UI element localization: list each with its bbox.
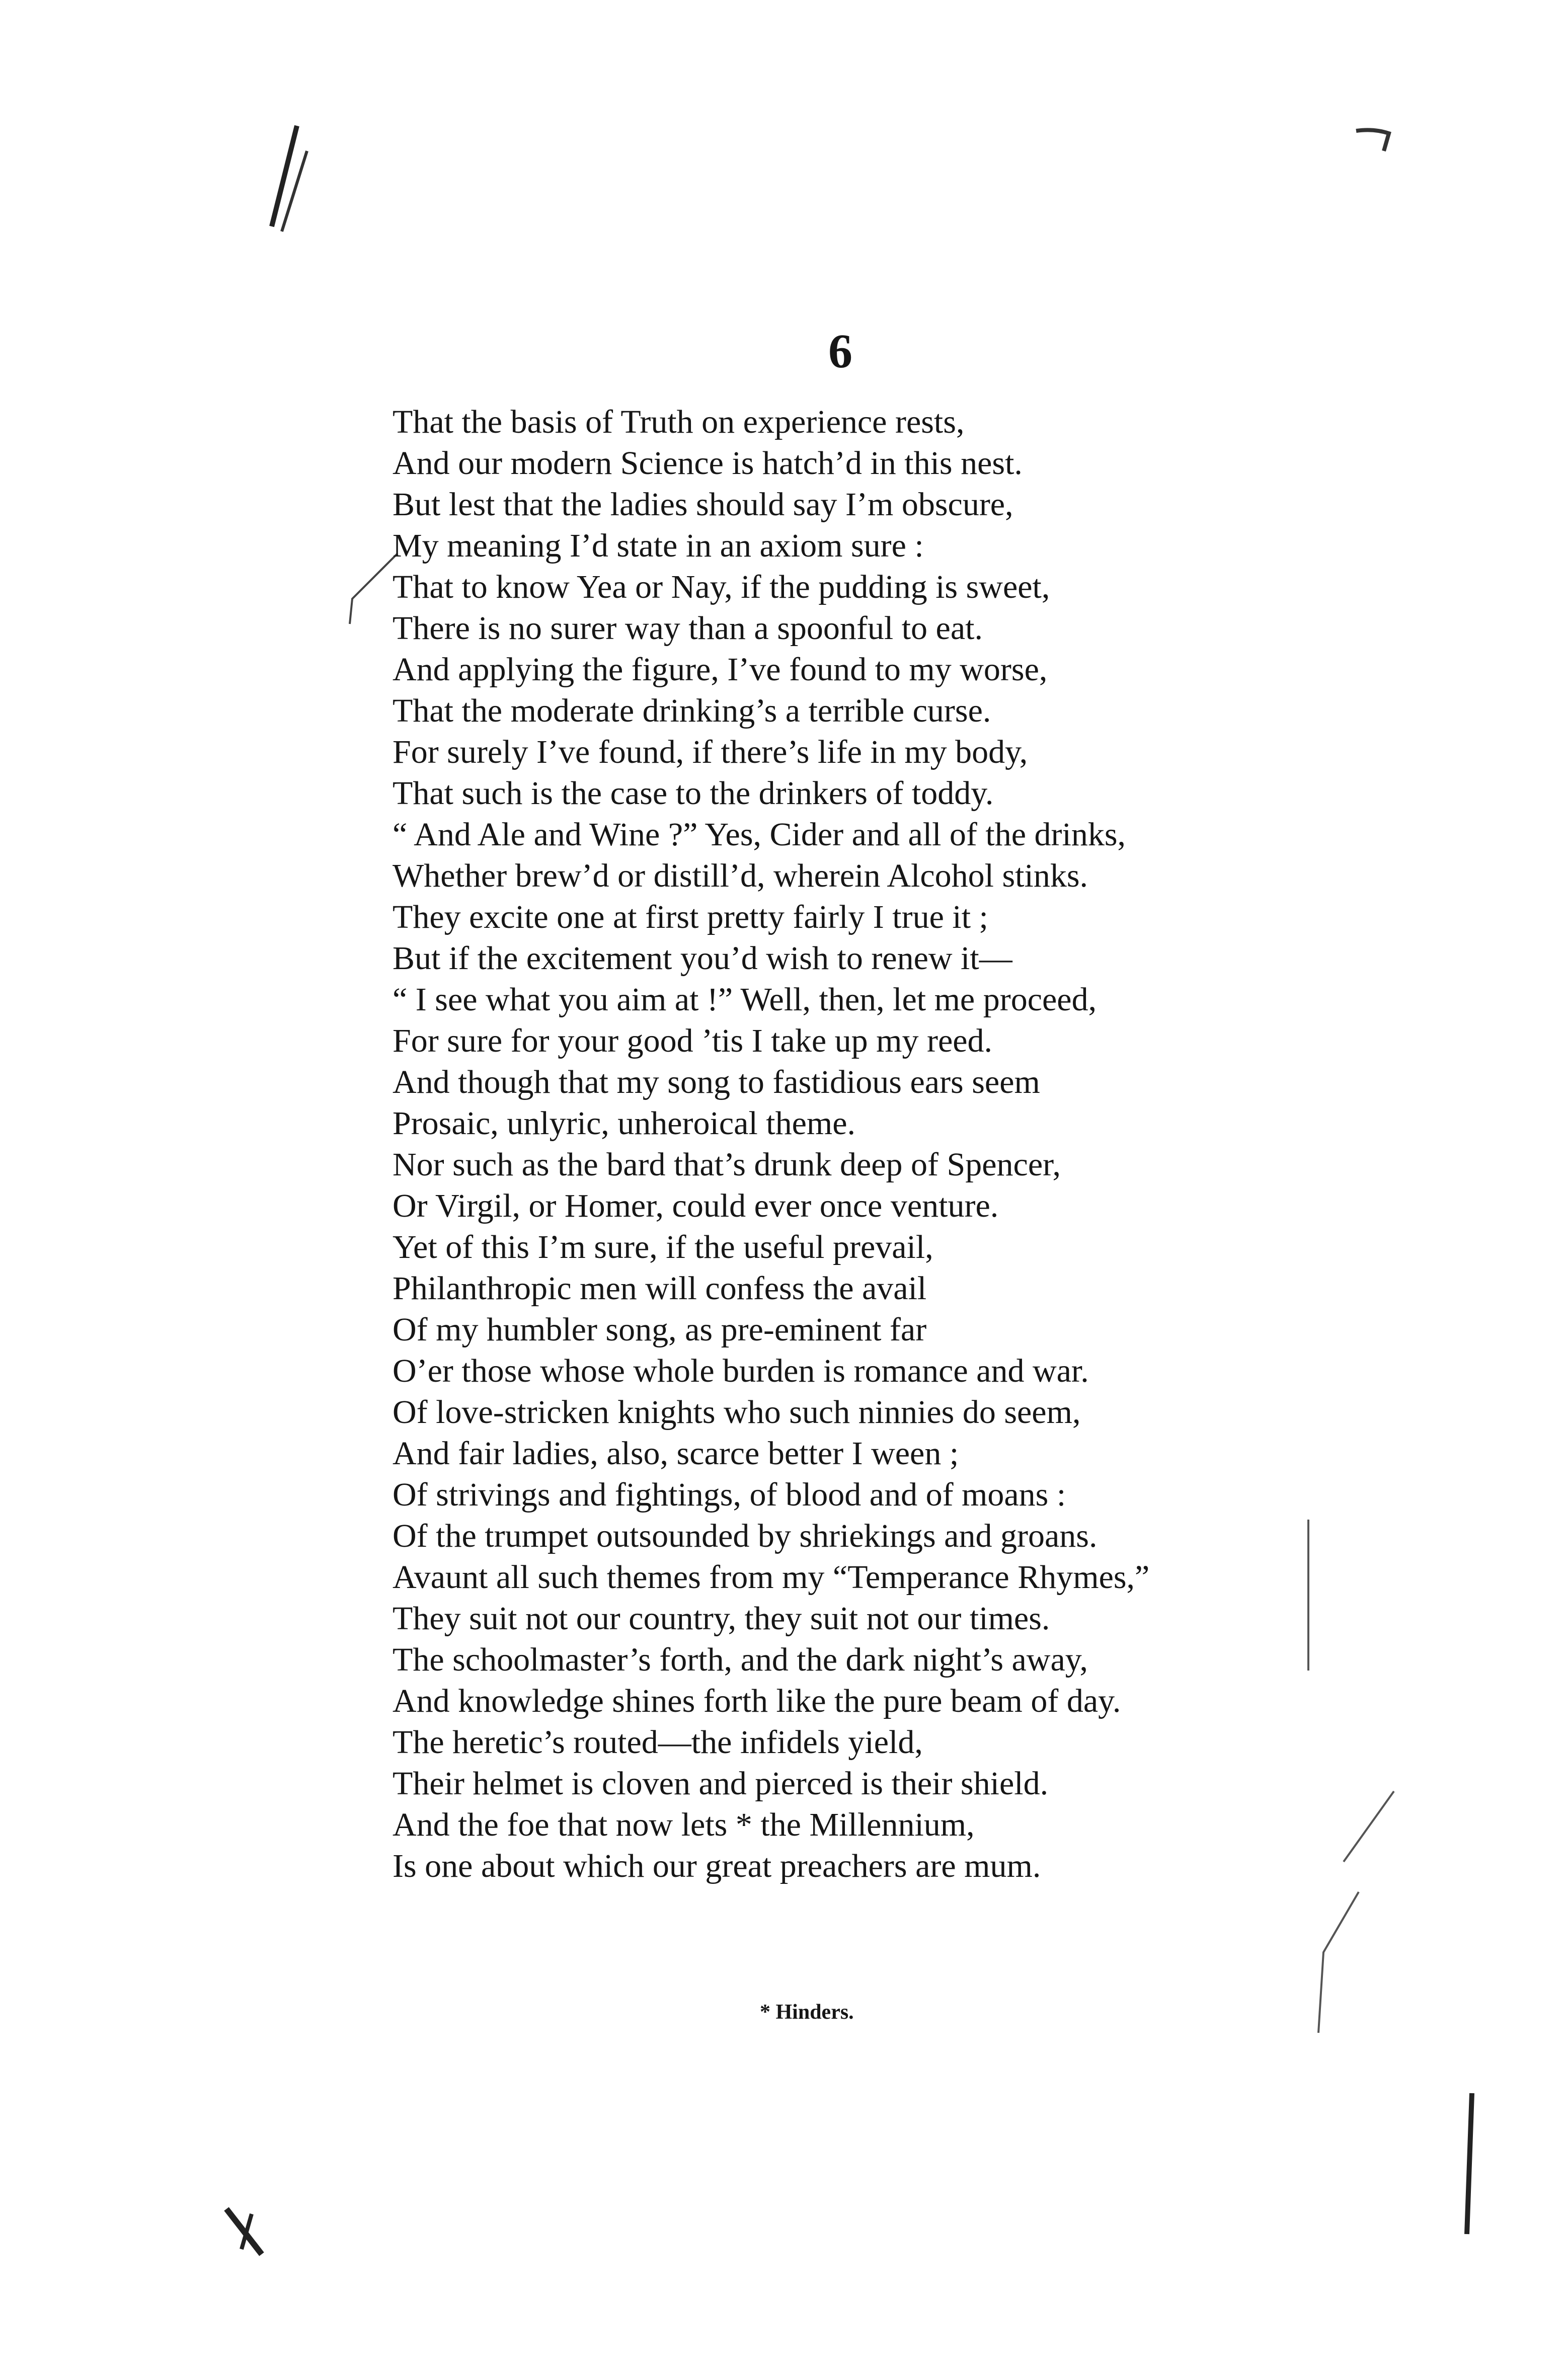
bottom-left-ink-mark [221,2204,282,2259]
poem-line: Avaunt all such themes from my “Temperance Rhymes,” [393,1559,1150,1596]
top-left-ink-mark [262,121,322,236]
poem-line: Philanthropic men will confess the avail [393,1270,927,1307]
poem-line: Of strivings and fightings, of blood and of moans : [393,1476,1066,1513]
bottom-right-ink-mark [1459,2088,1479,2239]
poem-line: Of my humbler song, as pre-eminent far [393,1311,927,1348]
right-margin-stroke [1298,1510,1399,2063]
poem-line: Is one about which our great preachers are mum. [393,1848,1041,1884]
poem-line: That such is the case to the drinkers of toddy. [393,775,994,812]
poem-line: And applying the figure, I’ve found to my worse, [393,651,1048,688]
poem-line: Whether brew’d or distill’d, wherein Alcohol stinks. [393,857,1088,894]
poem-line: The heretic’s routed—the infidels yield, [393,1724,923,1761]
poem-line: “ I see what you aim at !” Well, then, let me proceed, [393,981,1097,1018]
poem-line: Their helmet is cloven and pierced is their shield. [393,1765,1049,1802]
page-number: 6 [828,324,852,378]
poem-line: But lest that the ladies should say I’m obscure, [393,486,1013,523]
poem-line: Of love-stricken knights who such ninnies do seem, [393,1394,1081,1431]
poem-line: My meaning I’d state in an axiom sure : [393,527,924,564]
poem-line: Yet of this I’m sure, if the useful prevail, [393,1229,933,1265]
poem-line: And our modern Science is hatch’d in this nest. [393,445,1023,482]
poem-line: Nor such as the bard that’s drunk deep of Spencer, [393,1146,1061,1183]
poem-text [393,402,1278,1887]
poem-line: They suit not our country, they suit not our times. [393,1600,1050,1637]
poem-line: That the moderate drinking’s a terrible curse. [393,692,991,729]
poem-line: Prosaic, unlyric, unheroical theme. [393,1105,856,1142]
poem-line: Of the trumpet outsounded by shriekings and groans. [393,1518,1098,1554]
poem-line: And fair ladies, also, scarce better I ween ; [393,1435,959,1472]
poem-line: That to know Yea or Nay, if the pudding is sweet, [393,569,1050,605]
poem-line: For surely I’ve found, if there’s life in my body, [393,734,1028,770]
poem-line: For sure for your good ’tis I take up my reed. [393,1022,993,1059]
poem-line: Or Virgil, or Homer, could ever once venture. [393,1187,999,1224]
poem-line: “ And Ale and Wine ?” Yes, Cider and all of the drinks, [393,816,1126,853]
poem-line: There is no surer way than a spoonful to eat. [393,610,983,647]
poem-line: And the foe that now lets * the Millennium, [393,1806,975,1843]
poem-line: The schoolmaster’s forth, and the dark night’s away, [393,1641,1088,1678]
poem-line: That the basis of Truth on experience rests, [393,404,965,440]
poem-line: And though that my song to fastidious ears seem [393,1064,1040,1100]
poem-line: They excite one at first pretty fairly I true it ; [393,899,988,935]
footnote: * Hinders. [760,2001,854,2024]
top-right-ink-mark [1354,126,1394,156]
poem-line: O’er those whose whole burden is romance and war. [393,1353,1089,1389]
poem-line: But if the excitement you’d wish to renew it— [393,940,1012,977]
poem-line: And knowledge shines forth like the pure beam of day. [393,1683,1121,1719]
